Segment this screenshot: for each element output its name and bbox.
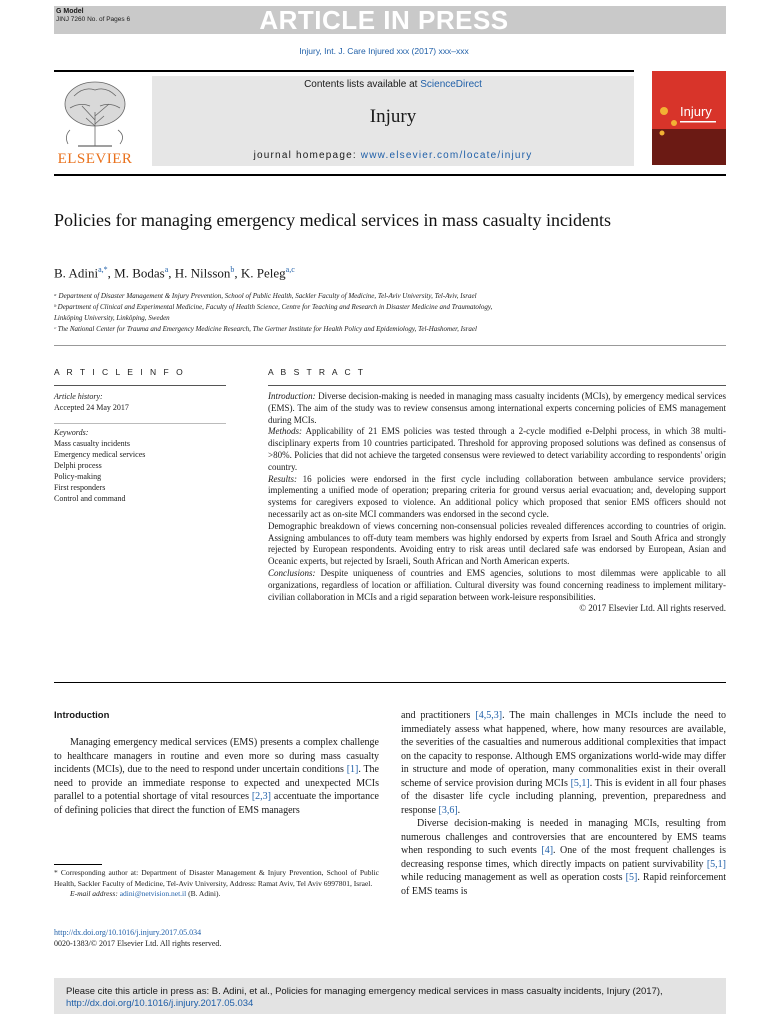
body-column-right [401,709,726,898]
keyword-item[interactable]: Control and command [54,494,126,503]
abstract-body [268,391,726,615]
publisher-name: ELSEVIER [57,151,133,167]
contents-prefix: Contents lists available at [304,79,421,90]
introduction-heading: Introduction [54,710,110,721]
cite-doi-link[interactable]: http://dx.doi.org/10.1016/j.injury.2017.05.034 [66,998,254,1009]
abstract-conclusions-label: Conclusions: [268,567,316,578]
paragraph-text: . The main challenges in MCIs include the need to immediately assess what happened, where, how many resources are available, the severities of the casualties and numerous additional complexities that impact on the capacity to response. Although EMS organizations world-wide may differ in structure and mode of operation, many commonalities exist in their overall scheme of service provision during MCIs [401,710,726,789]
accepted-date: Accepted 24 May 2017 [54,403,129,412]
cite-this-article-text [66,986,718,1010]
header-rule-top [54,70,634,72]
author-name[interactable]: M. Bodas [114,265,165,281]
reference-link[interactable]: [2,3] [251,791,272,802]
issn-copyright: 0020-1383/© 2017 Elsevier Ltd. All rights reserved. [54,939,222,948]
reference-link[interactable]: [4,5,3] [475,710,503,721]
paragraph [401,817,726,898]
reference-link[interactable]: [1] [346,764,359,775]
affiliation-b-cont: Linköping University, Linköping, Sweden [54,314,170,322]
affiliation-a: ᵃ Department of Disaster Management & Injury Prevention, School of Public Health, Sackler Faculty of Medicine, Tel-Aviv University, Tel-Aviv, Israel [54,292,477,300]
article-history [54,391,226,413]
g-model-label: G Model [56,8,84,15]
author-affiliation-mark[interactable]: a,c [285,265,295,274]
homepage-prefix: journal homepage: [253,150,361,161]
paragraph-text: . One of the most frequent challenges is decreasing response times, which directly impacts on patient survivability [401,845,727,870]
history-label: Article history: [54,392,103,401]
abstract-conclusions-text: Despite uniqueness of countries and EMS agencies, solutions to most dilemmas were applicable to all organizations, regardless of location or affiliation. Cultural diversity was found concerning readiness to implement military-civilian collaboration in MCIs and a rigid separation between work-leisure responsibilities. [268,567,726,602]
author-name[interactable]: K. Peleg [240,265,286,281]
keywords-list [54,427,226,504]
footnote-rule [54,864,102,865]
author-separator: , [234,265,241,281]
paragraph-text: Diverse decision-making is needed in managing MCIs, resulting from numerous challenges and controversies that are encountered by EMS teams when responding to such events [401,818,726,856]
article-title: Policies for managing emergency medical services in mass casualty incidents [54,210,611,230]
journal-citation[interactable]: Injury, Int. J. Care Injured xxx (2017) xxx–xxx [299,46,469,56]
reference-link[interactable]: [5] [625,872,638,883]
keywords-rule [54,423,226,424]
article-info-heading: A R T I C L E I N F O [54,367,186,377]
author-name[interactable]: B. Adini [54,265,99,281]
abstract-introduction [268,391,726,426]
body-rule [54,682,726,683]
abstract-heading: A B S T R A C T [268,367,366,377]
keyword-item[interactable]: First responders [54,483,106,492]
cite-text: Please cite this article in press as: B. Adini, et al., Policies for managing emergency medical services in mass casualty incidents, Injury (2017), [66,986,663,997]
abstract-methods-text: Applicability of 21 EMS policies was tested through a 2-cycle modified e-Delphi process, in which 38 multi-disciplinary experts from 10 countries participated. Threshold for approving proposed solutions was defined as consensus of >80%. Policies that did not achieve the targeted consensus were reviewed to detect variability according to respondents' origin country. [268,426,726,472]
corresponding-author-footnote [54,868,379,900]
keyword-item[interactable]: Emergency medical services [54,450,146,459]
manuscript-ref: JINJ 7260 No. of Pages 6 [56,16,131,23]
abstract-rule [268,385,726,386]
reference-link[interactable]: [5,1] [706,858,726,870]
journal-cover-image [652,71,726,165]
journal-homepage [152,150,634,161]
author-affiliation-mark[interactable]: a,* [98,265,108,274]
paragraph-text: Managing emergency medical services (EMS) presents a complex challenge to healthcare managers in routine and even more so during mass casualty incidents (MCIs), due to the need to respond under uncertain conditions [54,737,379,775]
doi-link[interactable]: http://dx.doi.org/10.1016/j.injury.2017.05.034 [54,928,202,937]
author-separator: , [107,265,115,281]
sciencedirect-link[interactable]: ScienceDirect [420,79,482,90]
reference-link[interactable]: [3,6] [438,804,458,816]
keyword-item[interactable]: Delphi process [54,461,102,470]
paragraph-text: and practitioners [401,710,476,721]
abstract-copyright: © 2017 Elsevier Ltd. All rights reserved. [579,603,726,614]
affiliation-c: ᶜ The National Center for Trauma and Emergency Medicine Research, The Gertner Institute for Health Policy and Epidemiology, Tel-Hashomer, Israel [54,325,477,333]
keyword-item[interactable]: Mass casualty incidents [54,439,130,448]
abstract-conclusions [268,568,726,603]
paragraph-text: . This is evident in all four phases of the disaster life cycle including planning, prevention, preparedness and response [401,777,726,816]
paragraph-text: accentuate the importance of defining policies that direct the function of EMS managers [54,791,379,816]
abstract-results-label: Results: [268,473,297,484]
paragraph-text: . [457,804,461,816]
email-line [54,889,379,900]
abstract-intro-label: Introduction: [268,391,316,401]
abstract-results [268,474,726,521]
abstract-intro-text: Diverse decision-making is needed in managing mass casualty incidents (MCIs), by emergency medical services (EMS). The aim of the study was to review consensus among international experts concerning policies of EMS management during MCIs. [268,391,726,425]
affiliation-b: ᵇ Department of Clinical and Experimental Medicine, Faculty of Health Science, Centre for Teaching and Research in Disaster Medicine and Traumatology, [54,303,493,311]
email-suffix: (B. Adini). [186,889,221,898]
cover-title: Injury [680,104,712,119]
paragraph-text: . Rapid reinforcement of EMS teams is [401,872,726,897]
keyword-item[interactable]: Policy-making [54,472,102,481]
author-affiliation-mark[interactable]: b [230,265,235,274]
author-separator: , [168,265,175,281]
paragraph-text: while reducing management as well as operation costs [401,872,626,883]
homepage-link[interactable]: www.elsevier.com/locate/injury [360,150,533,161]
email-link[interactable]: adini@netvision.net.il [119,889,187,898]
author-list [54,265,295,281]
abstract-methods [268,426,726,473]
header-rule-bottom [54,174,726,176]
abstract-results-text: 16 policies were endorsed in the first cycle including collaboration between ambulance service providers; implementing a unified mode of operation; preparing criteria for ground versus aerial evacuation; and, developing support systems for caregivers exposed to violence. An additional policy which proposed that senior EMS officers should not necessarily act as on-site MCI commanders was endorsed in the second cycle. [268,473,726,519]
author-affiliation-mark[interactable]: a [164,265,169,274]
article-info-rule [54,385,226,386]
contents-line [152,79,634,90]
abstract-results-2: Demographic breakdown of views concerning non-consensual policies revealed differences according to countries of origin. Assigning ambulances to off-duty team members was highly endorsed by experts from Israel and South Africa and strongly rejected by European respondents. Avoiding entry to risk areas until declared safe was endorsed by European, Asian and Oceanic experts, but rejected by Israeli, South African and North American experts. [268,520,726,567]
abstract-methods-label: Methods: [268,426,302,437]
corresponding-author-text: * Corresponding author at: Department of Disaster Management & Injury Prevention, School of Public Health, Sackler Faculty of Medicine, Tel-Aviv University, Address: Ramat Aviv, Tel Aviv 6997801, Israel. [54,868,379,888]
body-column-left [54,736,379,817]
reference-link[interactable]: [5,1] [570,777,590,789]
paragraph [401,709,726,817]
author-name[interactable]: H. Nilsson [174,265,231,281]
paragraph [54,736,379,817]
journal-name: Injury [369,106,417,127]
keywords-label: Keywords: [54,428,89,437]
paragraph-text: . The need to provide an immediate response to expected and unexpected MCIs parallel to a potential shortage of vital resources [54,764,379,802]
section-rule [54,345,726,346]
banner-text: ARTICLE IN PRESS [259,5,509,35]
email-label: E-mail address: [70,889,118,898]
reference-link[interactable]: [4] [541,845,554,856]
